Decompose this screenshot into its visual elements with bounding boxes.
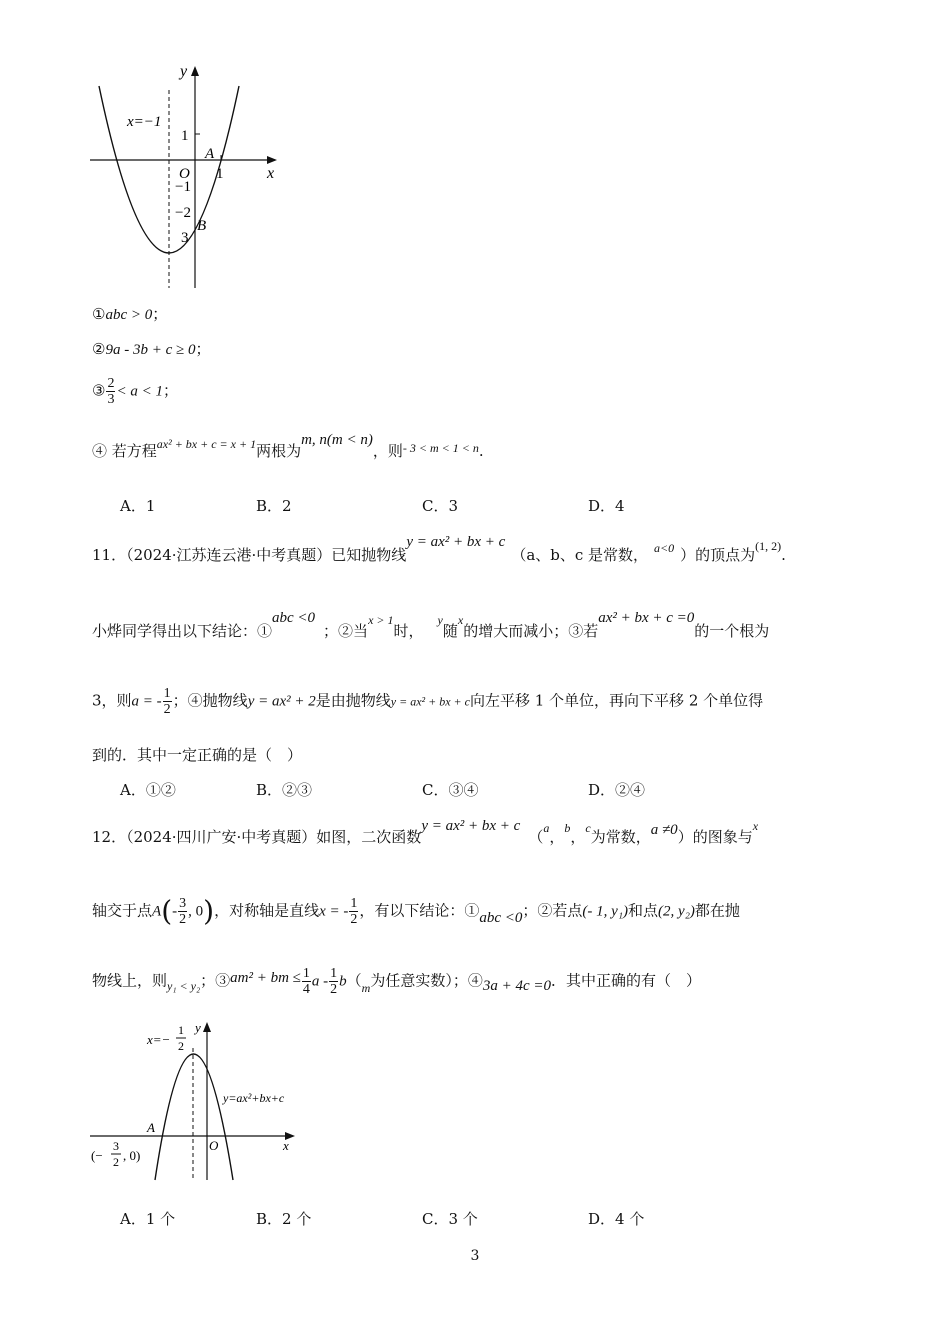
- text: 轴交于点: [92, 901, 153, 920]
- sign: -: [172, 903, 178, 920]
- numerator: 1: [350, 896, 358, 911]
- expr: < a < 1: [116, 383, 163, 400]
- text: 为任意实数）；④: [370, 971, 483, 990]
- text: ）的图象与: [677, 828, 753, 846]
- y-axis-arrow: [203, 1022, 211, 1032]
- text: 是由抛物线: [315, 691, 391, 710]
- q10-statement-3: [92, 376, 178, 407]
- text: 向左平移 1 个单位，再向下平移 2 个单位得: [469, 691, 764, 710]
- expr: a -: [311, 973, 329, 990]
- numerator: 3: [179, 896, 187, 911]
- q11-line-2: [92, 610, 770, 641]
- text: 两根为: [256, 442, 302, 460]
- q12-option-b[interactable]: B．2 个: [256, 1210, 312, 1228]
- text: （: [346, 971, 362, 990]
- tick-label-ym3: 3: [181, 230, 189, 246]
- q12-option-d[interactable]: D．4 个: [588, 1210, 645, 1228]
- text: ．其中正确的有（ ）: [551, 971, 702, 990]
- q11-option-d[interactable]: D．②④: [588, 781, 646, 799]
- y-axis-label: y: [180, 63, 188, 80]
- point-a-label: A: [147, 1120, 155, 1135]
- text: 的增大而减小；③若: [463, 622, 599, 640]
- coord-suffix: , 0): [123, 1148, 141, 1163]
- text: ；③: [200, 971, 231, 990]
- y-axis-label: y: [195, 1020, 201, 1035]
- equation: 3a + 4c =0: [482, 977, 552, 994]
- x-axis-arrow: [267, 156, 277, 164]
- expr: am² + bm ≤: [230, 969, 301, 986]
- text: （: [528, 828, 544, 846]
- point-b-label: B: [197, 218, 207, 234]
- expr: x = -: [319, 903, 349, 920]
- text: 的一个根为: [694, 622, 770, 640]
- q11-option-c[interactable]: C．③④: [422, 781, 479, 799]
- tick-label-x1: 1: [216, 166, 224, 182]
- sep: .: [478, 442, 484, 460]
- q12-option-a[interactable]: A．1 个: [120, 1210, 176, 1228]
- origin-label: O: [209, 1138, 219, 1153]
- q10-statement-2: [92, 338, 210, 359]
- text: 为常数，: [590, 828, 651, 846]
- paren: ): [203, 894, 215, 928]
- sep: ；: [195, 340, 211, 358]
- text: 3，则: [92, 691, 132, 710]
- sep: ；: [152, 305, 168, 323]
- coord-num: 3: [113, 1139, 119, 1153]
- source: （2024·四川广安·中考真题）如图，二次函数: [126, 828, 422, 846]
- q10-option-c[interactable]: C．3: [422, 497, 459, 515]
- coord: , 0: [188, 903, 204, 920]
- point: (2, y₂): [658, 903, 695, 920]
- roots: m, n(m < n): [301, 432, 373, 448]
- denominator: 2: [163, 702, 171, 717]
- fraction: [106, 376, 115, 407]
- fraction: [163, 686, 172, 717]
- var: y: [437, 613, 443, 627]
- x-axis-label: x: [267, 165, 275, 182]
- equation: y = ax² + 2: [247, 693, 316, 710]
- circled-2: ②: [92, 340, 106, 358]
- sep: .: [781, 546, 786, 564]
- paren: (: [161, 894, 173, 928]
- condition: a ≠0: [650, 822, 678, 838]
- text: ，: [549, 828, 565, 846]
- expr: abc <0: [272, 610, 316, 626]
- q10-option-b[interactable]: B．2: [256, 497, 292, 515]
- equation: y = ax² + bx + c: [406, 534, 506, 550]
- q11-line-4: 到的．其中一定正确的是（ ）: [92, 746, 303, 764]
- page-number: 3: [470, 1248, 480, 1264]
- denominator: 3: [107, 392, 115, 407]
- fraction: [178, 896, 187, 927]
- symmetry-label: x=−1: [127, 114, 162, 130]
- denominator: 2: [330, 982, 338, 997]
- tick-label-ym2: −2: [175, 205, 191, 221]
- q10-option-a[interactable]: A．1: [120, 497, 156, 515]
- expr: 9a - 3b + c ≥ 0: [105, 342, 196, 358]
- curve-label: y=ax²+bx+c: [223, 1091, 285, 1105]
- circled-3: ③: [92, 381, 106, 400]
- var: b: [564, 821, 571, 835]
- text: ，对称轴是直线: [214, 901, 320, 920]
- parabola-graph-1: [85, 60, 285, 295]
- parabola-graph-2: [85, 1018, 305, 1190]
- q11-line-3: [92, 686, 763, 717]
- text: ；④抛物线: [172, 691, 248, 710]
- expr: y₁ < y₂: [167, 978, 201, 993]
- fraction: [349, 896, 358, 927]
- q10-option-d[interactable]: D．4: [588, 497, 625, 515]
- equation: y = ax² + bx + c: [390, 694, 470, 709]
- tick-label-ym1: −1: [175, 179, 191, 195]
- var: x: [752, 819, 759, 833]
- text: ）的顶点为: [680, 546, 756, 564]
- q10-statement-1: [92, 303, 167, 324]
- source: （2024·江苏连云港·中考真题）已知抛物线: [126, 546, 407, 564]
- fraction: [329, 966, 338, 997]
- text: 随: [442, 622, 458, 640]
- text: 和点: [628, 901, 659, 920]
- denominator: 2: [179, 912, 187, 927]
- text: ，则: [372, 442, 403, 460]
- expr: abc > 0: [105, 307, 153, 323]
- q11-option-a[interactable]: A．①②: [120, 781, 176, 799]
- prefix: x=−: [147, 1032, 171, 1047]
- q12-line-2: [92, 896, 740, 927]
- numerator: 1: [330, 966, 338, 981]
- inequality: - 3 < m < 1 < n: [402, 441, 479, 455]
- q12-line-1: [92, 818, 759, 847]
- tick-label-y1: 1: [181, 128, 189, 144]
- point: A: [152, 903, 162, 920]
- vertex: (1, 2): [755, 539, 782, 553]
- expr: a = -: [131, 693, 162, 710]
- equation: ax² + bx + c =0: [598, 610, 695, 626]
- text: （a、b、c 是常数，: [511, 546, 649, 564]
- q11-option-b[interactable]: B．②③: [256, 781, 313, 799]
- expr: x > 1: [368, 613, 394, 627]
- q12-option-c[interactable]: C．3 个: [422, 1210, 478, 1228]
- text: ，有以下结论：①: [359, 901, 480, 920]
- point-a-label: A: [205, 146, 215, 162]
- numerator: 1: [163, 686, 171, 701]
- symmetry-label: [146, 1032, 170, 1047]
- var: a: [543, 821, 550, 835]
- question-number: 12．: [92, 828, 127, 846]
- var: x: [457, 613, 464, 627]
- text: 小烨同学得出以下结论：①: [92, 622, 273, 640]
- q12-line-3: [92, 966, 701, 997]
- expr: abc <0: [479, 909, 523, 926]
- fraction: [302, 966, 311, 997]
- parabola-curve: [155, 1054, 233, 1180]
- text: 都在抛: [694, 901, 740, 920]
- sep: ；: [162, 381, 178, 400]
- numerator: 2: [107, 376, 115, 391]
- symmetry-label-num: 1: [178, 1023, 184, 1037]
- text: 物线上，则: [92, 971, 168, 990]
- question-number: 11．: [92, 546, 127, 564]
- x-axis-label: x: [283, 1138, 289, 1153]
- var: c: [585, 821, 591, 835]
- symmetry-label-den: 2: [178, 1039, 184, 1053]
- y-axis-arrow: [191, 66, 199, 76]
- text: ，: [570, 828, 586, 846]
- equation: y = ax² + bx + c: [421, 818, 521, 834]
- denominator: 2: [350, 912, 358, 927]
- var: m: [361, 980, 371, 995]
- text: ；②当: [323, 622, 369, 640]
- text: 时，: [393, 622, 424, 640]
- condition: a<0: [654, 541, 675, 555]
- denominator: 4: [302, 982, 310, 997]
- circled-4: ④ 若方程: [92, 442, 157, 460]
- equation: ax² + bx + c = x + 1: [156, 437, 257, 451]
- coord-den: 2: [113, 1155, 119, 1169]
- circled-1: ①: [92, 305, 106, 323]
- origin-label: O: [179, 166, 190, 182]
- numerator: 1: [302, 966, 310, 981]
- q11-line-1: [92, 534, 786, 565]
- coord-prefix: (−: [91, 1148, 103, 1163]
- point: (- 1, y₁): [582, 903, 629, 920]
- q10-statement-4: [92, 432, 484, 461]
- var: b: [339, 973, 347, 990]
- text: ；②若点: [522, 901, 583, 920]
